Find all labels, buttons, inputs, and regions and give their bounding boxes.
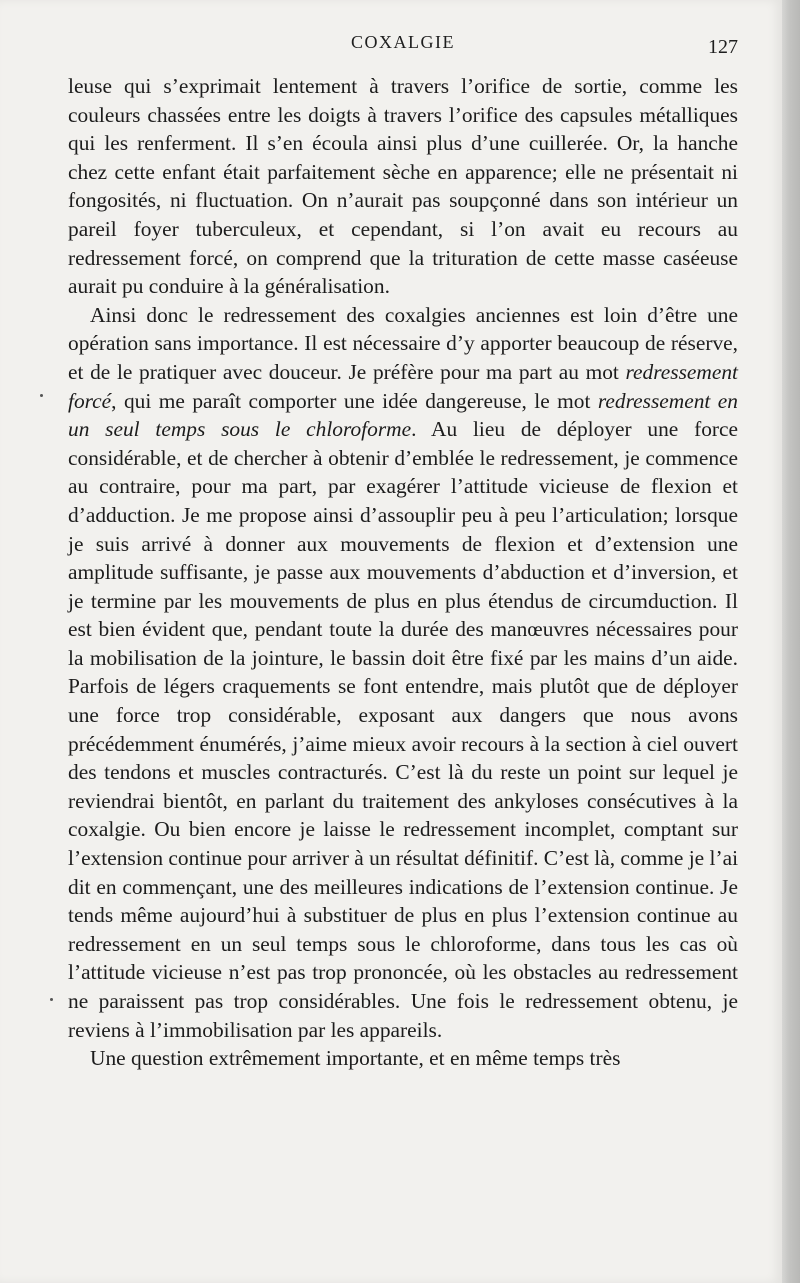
text-run: Une question extrêmement importante, et en même temps très xyxy=(90,1046,621,1071)
page-edge-shadow xyxy=(782,0,800,1283)
paragraph xyxy=(68,1044,738,1073)
italic-phrase: redressement forcé xyxy=(68,359,738,413)
page-number: 127 xyxy=(708,36,738,58)
paragraph xyxy=(68,301,738,1044)
page-header xyxy=(68,30,738,60)
ink-speck xyxy=(40,394,43,397)
italic-phrase: redressement en un seul temps sous le chloroforme xyxy=(68,388,738,442)
body-text xyxy=(68,72,738,1073)
text-run: Ainsi donc le redressement des coxalgies anciennes est loin d’être une opération sans importance. Il est nécessaire d’y apporter beaucoup de réserve, et de le pratiquer avec douceur. Je préfère pour ma part au mot xyxy=(68,302,738,384)
ink-speck xyxy=(50,998,53,1001)
text-run: . Au lieu de déployer une force considérable, et de chercher à obtenir d’emblée le redressement, je commence au contraire, pour ma part, par exagérer l’attitude vicieuse de flexion et d’adduction. Je me propose ainsi d’assouplir peu à peu l’articulation; lorsque je suis arrivé à donner aux mouvements de flexion et d’extension une amplitude suffisante, je passe aux mouvements d’abduction et d’inversion, et je termine par les mouvements de plus en plus étendus de circumduction. Il est bien évident que, pendant toute la durée des manœuvres nécessaires pour la mobilisation de la jointure, le bassin doit être fixé par les mains d’un aide. Parfois de légers craquements se font entendre, mais plutôt que de déployer une force trop considérable, exposant aux dangers que nous avons précédemment énumérés, j’aime mieux avoir recours à la section à ciel ouvert des tendons et muscles contracturés. C’est là du reste un point sur lequel je reviendrai bientôt, en parlant du traitement des ankyloses consécutives à la coxalgie. Ou bien encore je laisse le redressement incomplet, comptant sur l’extension continue pour arriver à un résultat définitif. C’est là, comme je l’ai dit en commençant, une des meilleures indications de l’extension continue. Je tends même aujourd’hui à substituer de plus en plus l’extension continue au redressement en un seul temps sous le chloroforme, dans tous les cas où l’attitude vicieuse n’est pas trop prononcée, où les obstacles au redressement ne paraissent pas trop considérables. Une fois le redressement obtenu, je reviens à l’immobilisation par les appareils. xyxy=(68,417,739,1042)
paragraph xyxy=(68,72,738,301)
text-run: , qui me paraît comporter une idée dangereuse, le mot xyxy=(111,388,598,413)
text-run: leuse qui s’exprimait lentement à travers l’orifice de sortie, comme les couleurs chassées entre les doigts à travers l’orifice des capsules métalliques qui les renferment. Il s’en écoula ainsi plus d’une cuillerée. Or, la hanche chez cette enfant était parfaitement sèche en apparence; elle ne présentait ni fongosités, ni fluctuation. On n’aurait pas soupçonné dans son intérieur un pareil foyer tuberculeux, et cependant, si l’on avait eu recours au redressement forcé, on comprend que la trituration de cette masse caséeuse aurait pu conduire à la généralisation. xyxy=(68,74,738,299)
running-title: COXALGIE xyxy=(351,32,455,52)
